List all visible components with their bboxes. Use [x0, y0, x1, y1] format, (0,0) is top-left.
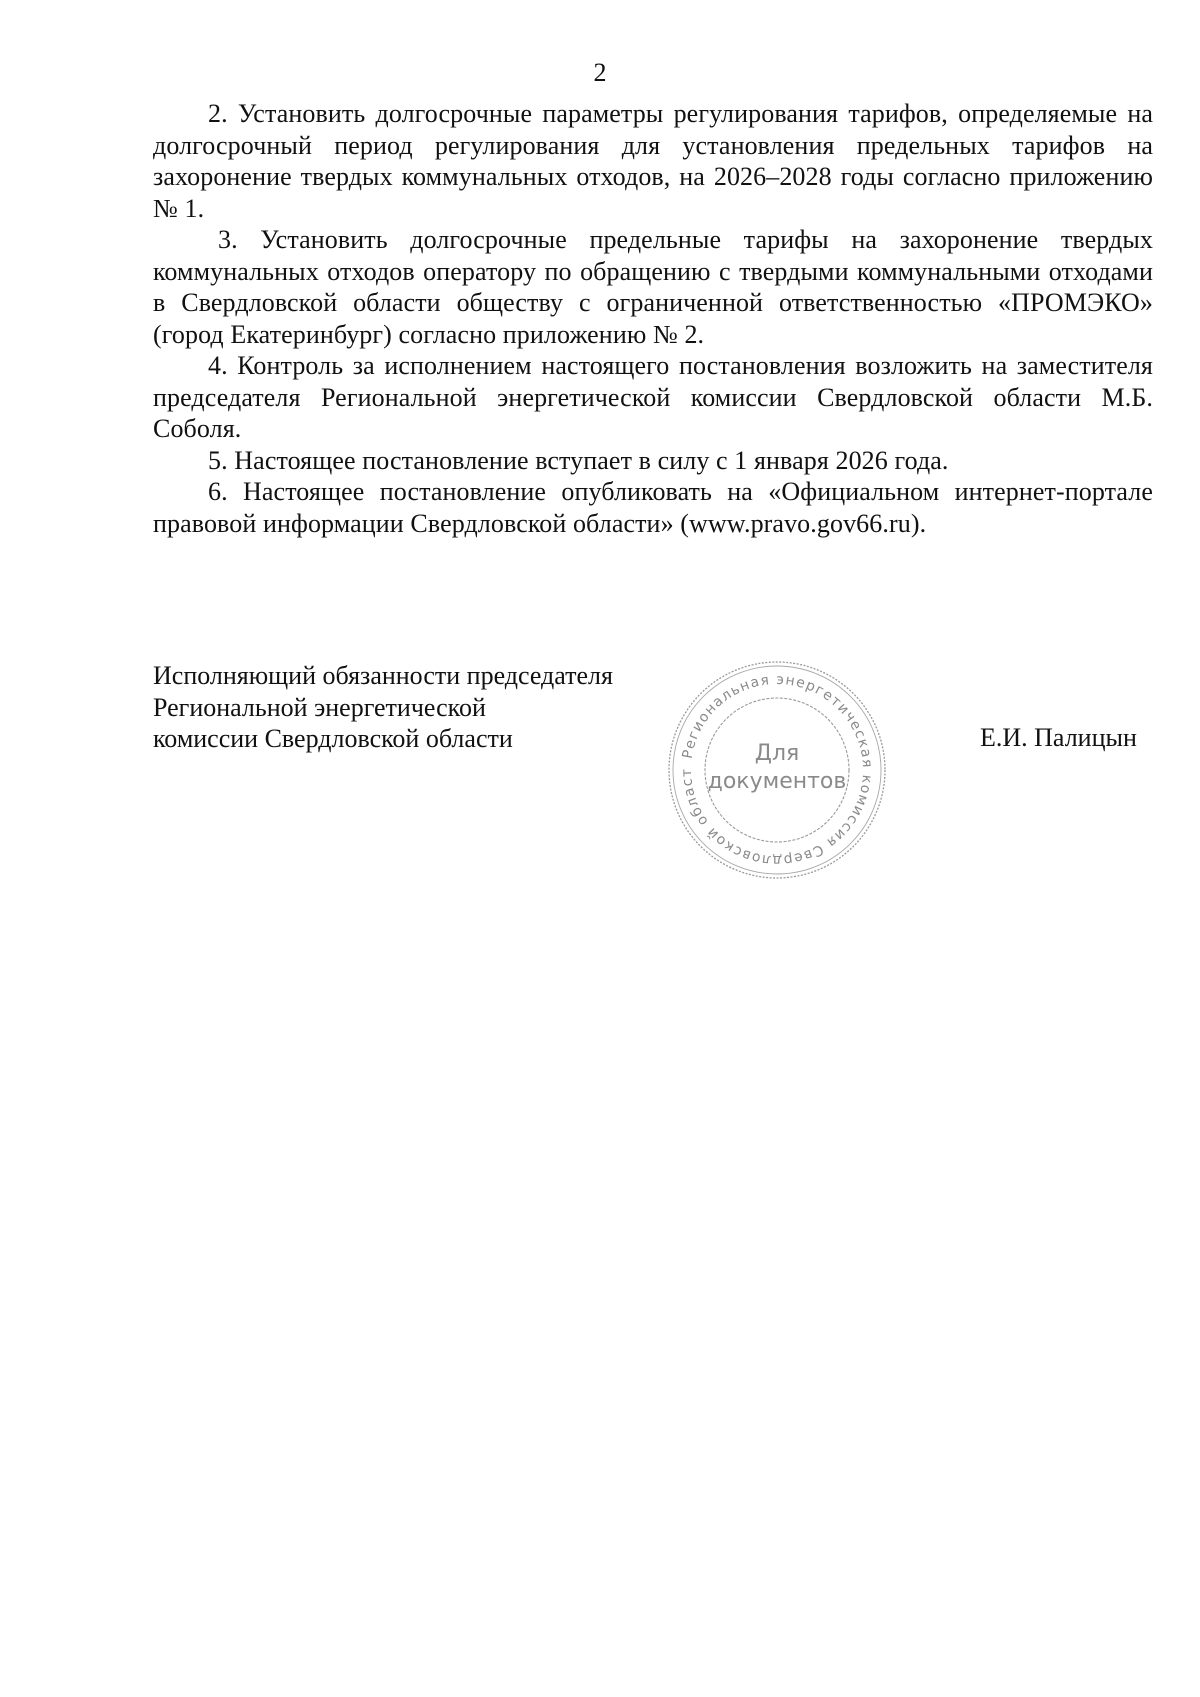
signatory-position	[153, 660, 673, 755]
signatory-position-line: комиссии Свердловской области	[153, 724, 513, 753]
paragraph-5: 5. Настоящее постановление вступает в силу с 1 января 2026 года.	[208, 445, 949, 475]
paragraph-6: 6. Настоящее постановление опубликовать на «Официальном интернет-портале правовой информации Свердловской области» (www.pravo.gov66.ru).	[153, 477, 1153, 538]
official-stamp	[664, 657, 890, 883]
signatory-position-line: Региональной энергетической	[153, 692, 486, 722]
paragraph-2: 2. Установить долгосрочные параметры регулирования тарифов, определяемые на долгосрочный период регулирования для установления предельных тарифов на захоронение твердых коммунальных отходов, на 2026–2028 годы согласно приложению № 1.	[153, 99, 1153, 223]
stamp-seal-icon	[664, 657, 890, 883]
page-number: 2	[593, 58, 607, 87]
signatory-position-line: Исполняющий обязанности председателя	[153, 661, 613, 690]
stamp-center-line-2: документов	[707, 769, 847, 794]
signatory-name: Е.И. Палицын	[980, 723, 1137, 752]
stamp-center-line-1: Для	[754, 741, 800, 766]
paragraph-3: 3. Установить долгосрочные предельные тарифы на захоронение твердых коммунальных отходов оператору по обращению с твердыми коммунальными отходами в Свердловской области обществу с ограниченной ответственностью «ПРОМЭКО» (город Екатеринбург) согласно приложению № 2.	[153, 225, 1153, 349]
stamp-ring-text: Региональная энергетическая комиссия Свердловской област	[678, 671, 876, 869]
paragraph-4: 4. Контроль за исполнением настоящего постановления возложить на заместителя председателя Региональной энергетической комиссии Свердловской области М.Б. Соболя.	[153, 351, 1153, 443]
document-body	[153, 98, 1153, 539]
